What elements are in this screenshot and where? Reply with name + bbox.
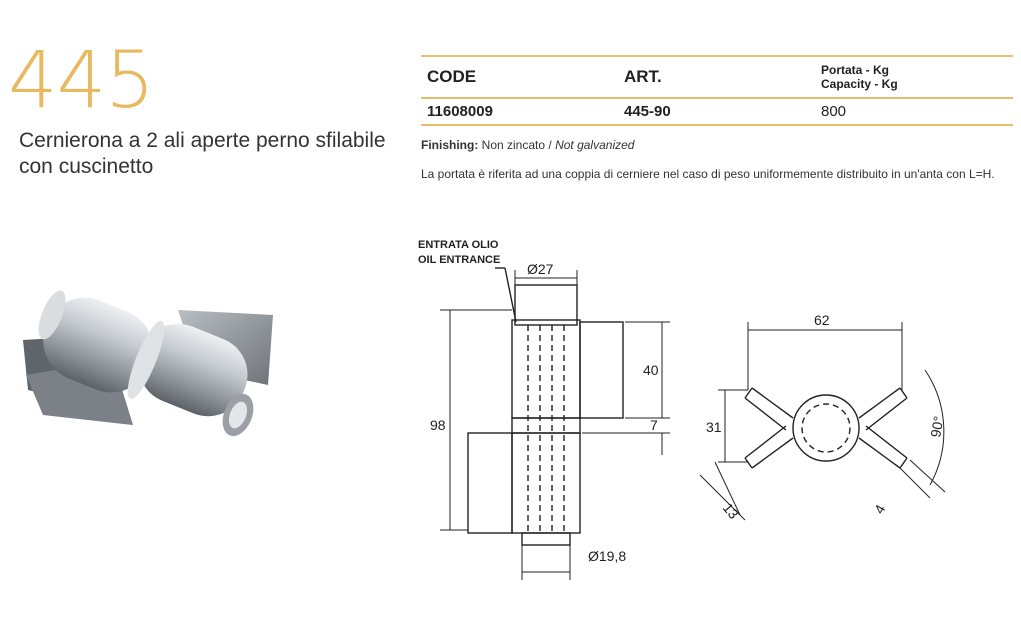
dim-bottom-diameter: Ø19,8 [588,548,627,564]
spec-table-header [421,56,1013,98]
dim-width: 62 [814,312,830,328]
dim-top-diameter: Ø27 [527,261,554,277]
finishing-separator: / [548,138,552,152]
header-capacity-en: Capacity - Kg [821,77,898,91]
dim-height-upper: 40 [643,362,659,378]
capacity-note: La portata è riferita ad una coppia di cerniere nel caso di peso uniformemente distribuito in un'anta con L=H. [421,167,995,181]
description-line-2: con cuscinetto [19,155,154,178]
product-model-number: 445 [8,36,154,126]
spec-table [421,55,1013,126]
finishing-label: Finishing: [421,138,479,152]
dim-height-total: 98 [430,417,446,433]
oil-entrance-label-it: ENTRATA OLIO [418,239,499,251]
product-description [19,128,419,180]
cell-capacity: 800 [815,98,1013,125]
finishing-value-en: Not galvanized [555,138,635,152]
cell-art: 445-90 [618,98,815,125]
header-capacity-it: Portata - Kg [821,63,890,77]
header-capacity [815,56,1013,98]
product-photo [18,275,288,460]
description-line-1: Cernierona a 2 ali aperte perno sfilabile [19,129,386,152]
technical-drawing [400,230,1020,590]
dim-gap: 7 [650,417,658,433]
dim-wing-length: 13 [719,499,742,522]
header-code: CODE [421,56,618,98]
dim-wing-spread: 31 [706,419,722,435]
header-art: ART. [618,56,815,98]
table-row [421,98,1013,125]
dim-thickness: 4 [870,501,889,517]
finishing-line [421,138,634,152]
oil-entrance-label-en: OIL ENTRANCE [418,254,501,266]
cell-code: 11608009 [421,98,618,125]
finishing-value-it: Non zincato [481,138,546,152]
dim-angle: 90° [927,414,947,439]
